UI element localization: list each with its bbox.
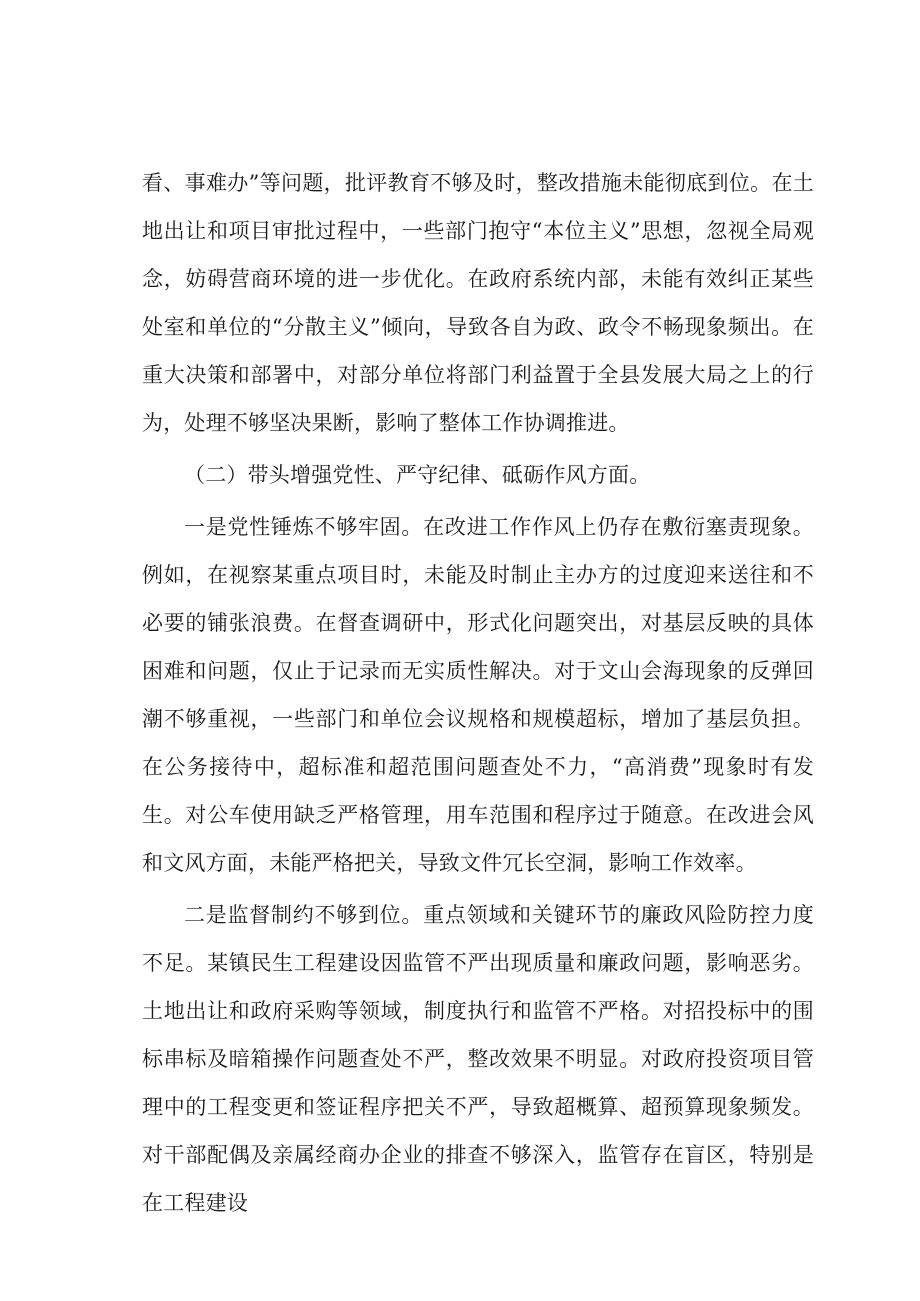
paragraph-continuation: 看、事难办”等问题，批评教育不够及时，整改措施未能彻底到位。在土地出让和项目审批过程中，一些部门抱守“本位主义”思想，忽视全局观念，妨碍营商环境的进一步优化。在政府系统内部，未能有效纠正某些处室和单位的“分散主义”倾向，导致各自为政、政令不畅现象频出。在重大决策和部署中，对部分单位将部门利益置于全县发展大局之上的行为，处理不够坚决果断，影响了整体工作协调推进。: [142, 171, 814, 435]
section-heading: （二）带头增强党性、严守纪律、砥砺作风方面。: [184, 463, 651, 487]
document-body: [142, 159, 814, 1227]
paragraph-supervision: 二是监督制约不够到位。重点领域和关键环节的廉政风险防控力度不足。某镇民生工程建设因监管不严出现质量和廉政问题，影响恶劣。土地出让和政府采购等领域，制度执行和监管不严格。对招投标中的围标串标及暗箱操作问题查处不严，整改效果不明显。对政府投资项目管理中的工程变更和签证程序把关不严，导致超概算、超预算现象频发。对干部配偶及亲属经商办企业的排查不够深入，监管存在盲区，特别是在工程建设: [142, 903, 814, 1215]
paragraph-party-spirit: 一是党性锤炼不够牢固。在改进工作作风上仍存在敷衍塞责现象。例如，在视察某重点项目时，未能及时制止主办方的过度迎来送往和不必要的铺张浪费。在督查调研中，形式化问题突出，对基层反映的具体困难和问题，仅止于记录而无实质性解决。对于文山会海现象的反弹回潮不够重视，一些部门和单位会议规格和规模超标，增加了基层负担。在公务接待中，超标准和超范围问题查处不力，“高消费”现象时有发生。对公车使用缺乏严格管理，用车范围和程序过于随意。在改进会风和文风方面，未能严格把关，导致文件冗长空洞，影响工作效率。: [142, 515, 814, 875]
